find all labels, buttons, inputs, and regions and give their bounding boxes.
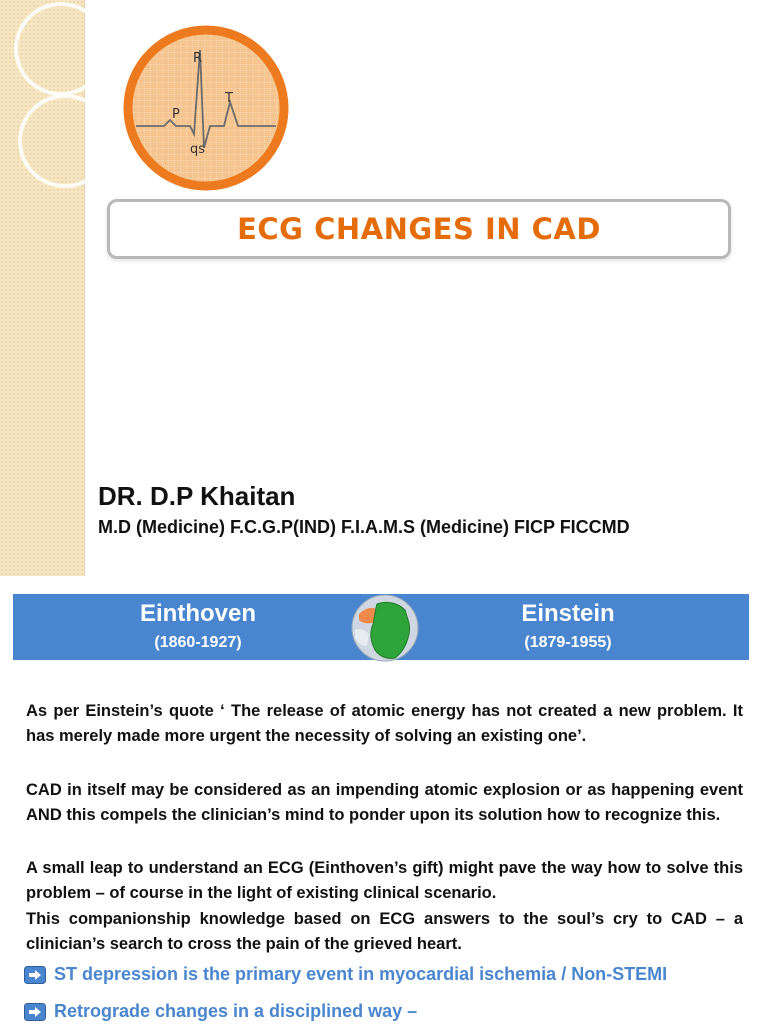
bullet-item <box>24 1001 417 1022</box>
einthoven-einstein-banner <box>13 594 749 660</box>
bullet-text: Retrograde changes in a disciplined way – <box>54 1001 418 1021</box>
t-wave-label: T <box>225 91 233 106</box>
arrow-bullet-icon <box>24 966 46 984</box>
germany-map-icon <box>347 594 423 662</box>
bullet-item <box>24 964 667 985</box>
decorative-side-strip <box>0 0 85 576</box>
einthoven-name: Einthoven <box>139 600 256 627</box>
r-wave-label: R <box>193 51 203 66</box>
paragraph-einstein-quote: As per Einstein’s quote ‘ The release of atomic energy has not created a new problem. It has merely made more urgent the necessity of solving an existing one’. <box>26 702 743 745</box>
einstein-years: (1879-1955) <box>524 634 612 651</box>
paragraph-cad-explosion: CAD in itself may be considered as an impending atomic explosion or as happening event AND this compels the clinician’s mind to ponder upon its solution how to recognize this. <box>26 781 743 824</box>
paragraph-ecg-leap: A small leap to understand an ECG (Einthoven’s gift) might pave the way how to solve this problem – of course in the light of existing clinical scenario. <box>26 859 743 902</box>
ecg-waveform-logo <box>120 22 292 194</box>
decorative-ring <box>14 2 108 96</box>
einstein-name: Einstein <box>521 600 615 627</box>
title-box <box>107 199 731 259</box>
einthoven-years: (1860-1927) <box>154 634 242 651</box>
p-wave-label: P <box>172 107 180 122</box>
bullet-text: ST depression is the primary event in myocardial ischemia / Non-STEMI <box>54 964 668 984</box>
decorative-ring <box>18 94 112 188</box>
arrow-bullet-icon <box>24 1003 46 1021</box>
slide-title: ECG CHANGES IN CAD <box>237 212 601 246</box>
qs-wave-label: qs <box>190 142 206 157</box>
author-name: DR. D.P Khaitan <box>98 481 296 511</box>
paragraph-companionship: This companionship knowledge based on ECG answers to the soul’s cry to CAD – a clinician’s search to cross the pain of the grieved heart. <box>26 910 743 953</box>
author-credentials: M.D (Medicine) F.C.G.P(IND) F.I.A.M.S (Medicine) FICP FICCMD <box>98 517 630 537</box>
